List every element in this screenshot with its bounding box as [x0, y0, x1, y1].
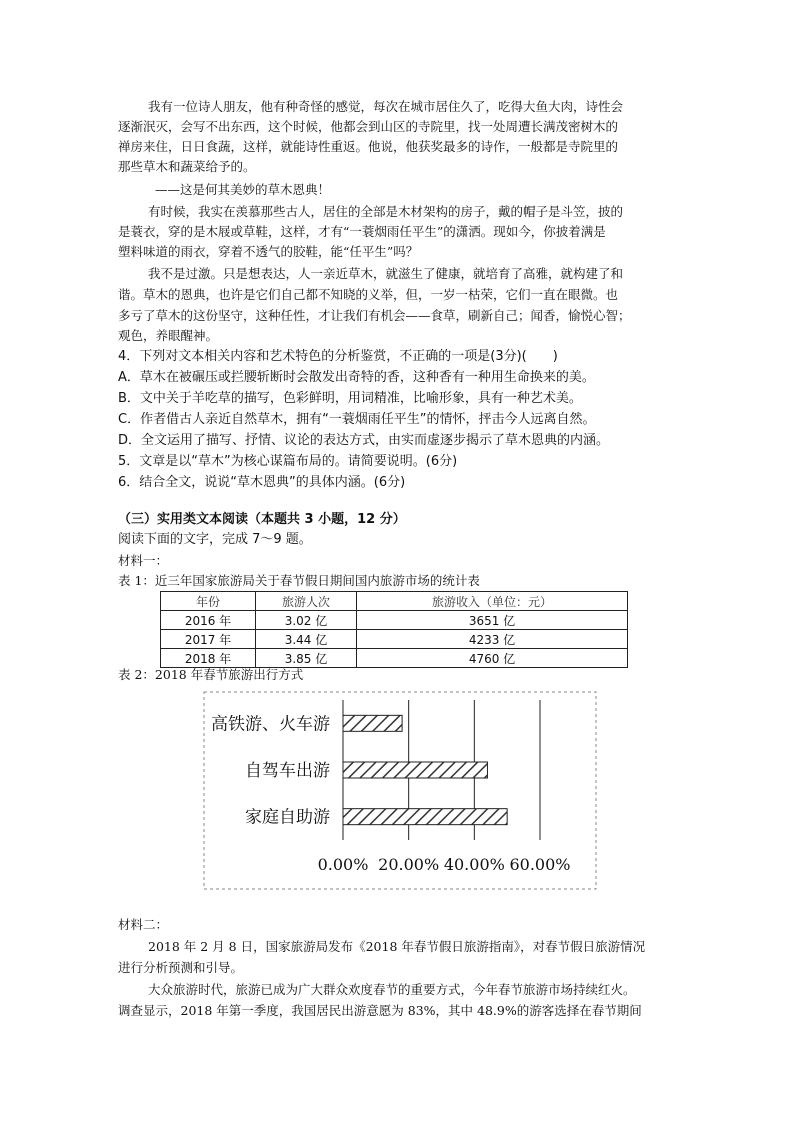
option-a: A．草木在被碾压或拦腰斩断时会散发出奇特的香，这种香有一种用生命换来的美。 [118, 370, 595, 385]
table-cell: 3.44 亿 [256, 630, 357, 649]
question-5: 5．文章是以“草木”为核心谋篇布局的。请简要说明。(6分) [118, 454, 458, 469]
category-label: 自驾车出游 [245, 761, 330, 781]
option-d: D．全文运用了描写、抒情、议论的表达方式，由实而虚逐步揭示了草木恩典的内涵。 [118, 433, 610, 448]
para5-line-2: 调查显示，2018 年第一季度，我国居民出游意愿为 83%，其中 48.9%的游客选择在春节期间 [118, 1003, 642, 1018]
x-tick-label: 20.00% [378, 855, 440, 874]
option-b: B．文中关于羊吃草的描写，色彩鲜明，用词精准，比喻形象，具有一种艺术美。 [118, 391, 582, 406]
x-tick-label: 0.00% [317, 855, 369, 874]
table1-caption: 表 1：近三年国家旅游局关于春节假日期间国内旅游市场的统计表 [118, 573, 480, 588]
travel-stats-table [160, 591, 628, 668]
option-c: C．作者借古人亲近自然草木，拥有“一蓑烟雨任平生”的情怀，抨击今人远离自然。 [118, 412, 596, 427]
para2-line-3: 塑料味道的雨衣，穿着不透气的胶鞋，能“任平生”吗？ [118, 244, 419, 259]
bar [343, 762, 487, 778]
para1-line-4: 那些草木和蔬菜给予的。 [118, 159, 256, 174]
table-header-row [161, 592, 628, 611]
bar [343, 809, 507, 825]
para1-line-3: 禅房来住，日日食蔬，这样，就能诗性重返。他说，他获奖最多的诗作，一般都是寺院里的 [118, 139, 619, 154]
para3-line-2: 谐。草木的恩典，也许是它们自己都不知晓的义举，但，一岁一枯荣，它们一直在眼微。也 [118, 287, 619, 302]
table-header: 旅游人次 [256, 592, 357, 611]
para2-line-1: 有时候，我实在羡慕那些古人，居住的全部是木材架构的房子，戴的帽子是斗笠，披的 [148, 204, 624, 219]
bar [343, 715, 402, 731]
table-cell: 3.02 亿 [256, 611, 357, 630]
x-tick-label: 40.00% [443, 855, 505, 874]
table-cell: 4760 亿 [357, 649, 628, 668]
para3-line-1: 我不是过激。只是想表达，人一亲近草木，就滋生了健康，就培育了高雅，就构建了和 [148, 266, 624, 281]
material1-label: 材料一： [118, 553, 169, 568]
para1-line-1: 我有一位诗人朋友，他有种奇怪的感觉，每次在城市居住久了，吃得大鱼大肉，诗性会 [148, 99, 624, 114]
para2-line-2: 是蓑衣，穿的是木屐或草鞋，这样，才有“一蓑烟雨任平生”的潇洒。现如今，你披着满是 [118, 224, 606, 239]
table2-caption: 表 2：2018 年春节旅游出行方式 [118, 667, 304, 682]
table-header: 年份 [161, 592, 256, 611]
instruction: 阅读下面的文字，完成 7～9 题。 [118, 532, 312, 547]
material2-label: 材料二： [118, 917, 169, 932]
table-cell: 2017 年 [161, 630, 256, 649]
table-cell: 4233 亿 [357, 630, 628, 649]
category-label: 家庭自助游 [245, 807, 330, 828]
x-tick-label: 60.00% [509, 855, 571, 874]
table-row [161, 611, 628, 630]
section-title: （三）实用类文本阅读（本题共 3 小题，12 分） [118, 512, 406, 527]
table-cell: 3.85 亿 [256, 649, 357, 668]
para3-line-3: 多亏了草木的这份坚守，这种任性，才让我们有机会——食草，刷新自己；闻香，愉悦心智； [118, 308, 631, 323]
question-6: 6．结合全文，说说“草木恩典”的具体内涵。(6分) [118, 475, 406, 490]
para5-line-1: 大众旅游时代，旅游已成为广大群众欢度春节的重要方式，今年春节旅游市场持续红火。 [148, 982, 636, 997]
table-row [161, 630, 628, 649]
para1-line-2: 逐渐泯灭，会写不出东西，这个时候，他都会到山区的寺院里，找一处周遭长满茂密树木的 [118, 119, 619, 134]
travel-mode-bar-chart [200, 688, 600, 893]
table-cell: 2016 年 [161, 611, 256, 630]
table-cell: 2018 年 [161, 649, 256, 668]
para3-line-4: 观色，养眼醒神。 [118, 328, 219, 343]
table-header: 旅游收入（单位：元） [357, 592, 628, 611]
table-cell: 3651 亿 [357, 611, 628, 630]
exclaim-line: ——这是何其美妙的草木恩典！ [155, 182, 331, 197]
question-4: 4．下列对文本相关内容和艺术特色的分析鉴赏，不正确的一项是(3分)( ) [118, 349, 558, 364]
para4-line-2: 进行分析预测和引导。 [118, 960, 244, 975]
category-label: 高铁游、火车游 [211, 714, 330, 735]
para4-line-1: 2018 年 2 月 8 日，国家旅游局发布《2018 年春节假日旅游指南》，对春节假日旅游情况 [148, 939, 646, 954]
